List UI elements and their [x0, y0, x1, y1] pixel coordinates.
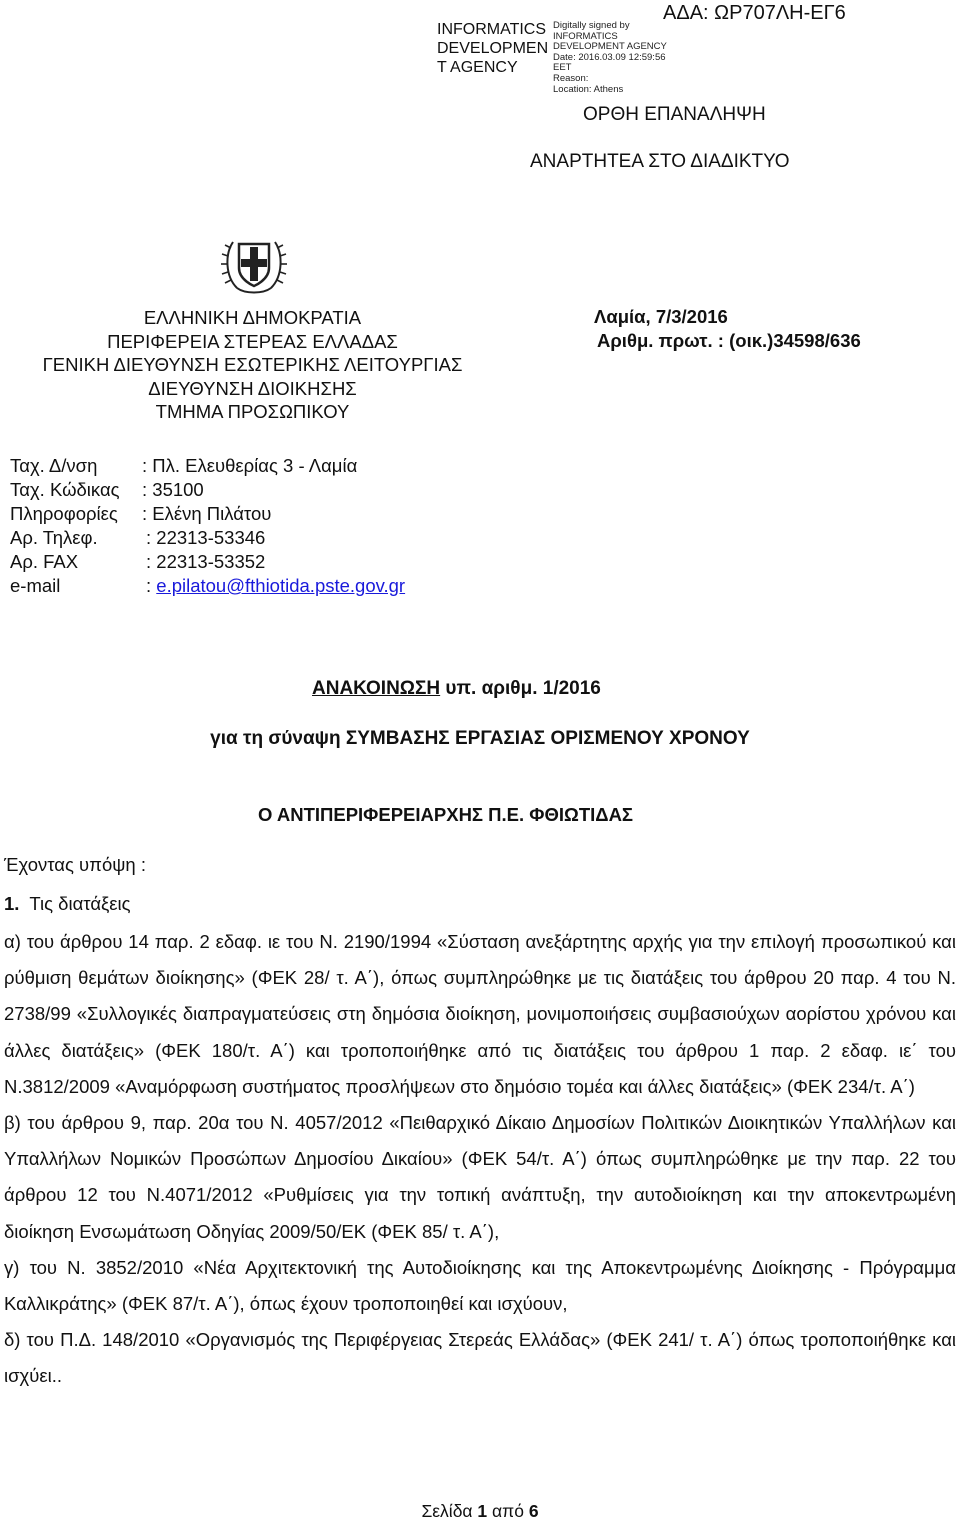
contact-label: Πληροφορίες [10, 503, 118, 524]
footer-middle: από [487, 1501, 529, 1521]
signature-details [553, 21, 667, 95]
header-line-department: ΤΜΗΜΑ ΠΡΟΣΩΠΙΚΟΥ [155, 401, 350, 422]
contact-label: Αρ. FAX [10, 551, 79, 572]
signature-line: EET [553, 62, 572, 74]
announcement-word: ΑΝΑΚΟΙΝΩΣΗ [312, 678, 441, 699]
signature-organization: INFORMATICS DEVELOPMEN T AGENCY [437, 21, 549, 76]
hellenic-emblem-icon [219, 234, 289, 298]
signature-line: Location: Athens [553, 83, 624, 95]
provision-paragraph: α) του άρθρου 14 παρ. 2 εδαφ. ιε του Ν. 2190/1994 «Σύσταση ανεξάρτητης αρχής για την επιλογή προσωπικού και ρύθμιση θεμάτων διοίκησης» (ΦΕΚ 28/ τ. Α΄), όπως συμπληρώθηκε με τις διατάξεις του άρθρου 20 παρ. 4 του Ν. 2738/99 «Συλλογικές διαπραγματεύσεις στη δημόσια διοίκηση, μονιμοποιήσεις συμβασιούχων αορίστου χρόνου και άλλες διατάξεις» (ΦΕΚ 180/τ. Α΄) και τροποποιήθηκε από τις διατάξεις του άρθρου 1 παρ. 2 εδαφ. ιε΄ του Ν.3812/2009 «Αναμόρφωση συστήματος προσλήψεων στο δημόσιο τομέα και άλλες διατάξεις» (ΦΕΚ 234/τ. Α΄) [4, 931, 956, 1097]
page-footer [0, 1501, 960, 1522]
header-authority [0, 306, 505, 424]
ada-code: ΑΔΑ: ΩΡ707ΛΗ-ΕΓ6 [663, 2, 846, 24]
announcement-subject: για τη σύναψη ΣΥΜΒΑΣΗΣ ΕΡΓΑΣΙΑΣ ΟΡΙΣΜΕΝΟΥ ΧΡΟΝΟΥ [210, 728, 750, 749]
contact-value: : 35100 [142, 479, 204, 500]
orthi-epanalipsi: ΟΡΘΗ ΕΠΑΝΑΛΗΨΗ [583, 104, 766, 125]
email-link[interactable]: e.pilatou@fthiotida.pste.gov.gr [156, 575, 406, 596]
contact-value [146, 575, 405, 597]
header-line-region: ΠΕΡΙΦΕΡΕΙΑ ΣΤΕΡΕΑΣ ΕΛΛΑΔΑΣ [107, 330, 398, 352]
signature-line: DEVELOPMENT AGENCY [553, 41, 667, 53]
contact-value: : 22313-53346 [146, 527, 266, 548]
signature-line: Date: 2016.03.09 12:59:56 [553, 51, 666, 63]
announcement-number: υπ. αριθμ. 1/2016 [440, 678, 601, 699]
contact-label: Αρ. Τηλεφ. [10, 527, 98, 548]
contact-value: : 22313-53352 [146, 551, 266, 572]
signature-line: INFORMATICS [553, 30, 618, 42]
contact-value: : Ελένη Πιλάτου [142, 503, 272, 524]
contact-label: Ταχ. Δ/νση [10, 455, 98, 476]
contact-label: e-mail [10, 575, 61, 596]
provision-paragraph: β) του άρθρου 9, παρ. 20α του Ν. 4057/2012 «Πειθαρχικό Δίκαιο Δημοσίων Πολιτικών Διοικητικών Υπαλλήλων και Υπαλλήλων Νομικών Προσώπων Δημοσίου Δικαίου» (ΦΕΚ 54/τ. Α΄) όπως συμπληρώθηκε με την παρ. 22 του άρθρου 12 του Ν.4071/2012 «Ρυθμίσεις για την τοπική ανάπτυξη, την αυτοδιοίκηση και την αποκεντρωμένη διοίκηση Ενσωμάτωση Οδηγίας 2009/50/ΕΚ (ΦΕΚ 85/ τ. Α΄), [4, 1112, 956, 1242]
footer-prefix: Σελίδα [421, 1501, 478, 1521]
announcement-title [312, 678, 601, 700]
email-prefix: : [146, 575, 157, 596]
item-number: 1. [4, 893, 20, 914]
contact-label: Ταχ. Κώδικας [10, 479, 120, 500]
provision-paragraph: γ) του Ν. 3852/2010 «Νέα Αρχιτεκτονική της Αυτοδιοίκησης και της Αποκεντρωμένης Διοίκησης - Πρόγραμμα Καλλικράτης» (ΦΕΚ 87/τ. Α΄), όπως έχουν τροποποιηθεί και ισχύουν, [4, 1256, 956, 1315]
provision-paragraph: δ) του Π.Δ. 148/2010 «Οργανισμός της Περιφέργειας Στερεάς Ελλάδας» (ΦΕΚ 241/ τ. Α΄) όπως τροποποιήθηκε και ισχύει.. [4, 1329, 956, 1387]
item-text: Τις διατάξεις [29, 893, 131, 914]
signature-line: Digitally signed by [553, 20, 630, 31]
having-in-mind: Έχοντας υπόψη : [4, 854, 146, 875]
header-line-republic: ΕΛΛΗΝΙΚΗ ΔΗΜΟΚΡΑΤΙΑ [143, 307, 362, 328]
contact-details [10, 455, 480, 605]
internet-posting-notice: ΑΝΑΡΤΗΤΕΑ ΣΤΟ ΔΙΑΔΙΚΤΥΟ [530, 151, 790, 172]
current-page: 1 [477, 1501, 488, 1521]
issuing-authority: Ο ΑΝΤΙΠΕΡΙΦΕΡΕΙΑΡΧΗΣ Π.Ε. ΦΘΙΩΤΙΔΑΣ [258, 804, 634, 825]
total-pages: 6 [528, 1501, 539, 1521]
header-line-general-directorate: ΓΕΝΙΚΗ ΔΙΕΥΘΥΝΣΗ ΕΣΩΤΕΡΙΚΗΣ ΛΕΙΤΟΥΡΓΙΑΣ [42, 354, 463, 375]
legal-provisions [4, 924, 956, 1395]
signature-line: Reason: [553, 72, 589, 84]
header-line-directorate: ΔΙΕΥΘΥΝΣΗ ΔΙΟΙΚΗΣΗΣ [148, 377, 357, 399]
list-item-1 [4, 893, 131, 915]
document-date: Λαμία, 7/3/2016 [594, 306, 728, 327]
contact-value: : Πλ. Ελευθερίας 3 - Λαμία [142, 455, 358, 476]
protocol-number: Αριθμ. πρωτ. : (οικ.)34598/636 [597, 330, 861, 351]
